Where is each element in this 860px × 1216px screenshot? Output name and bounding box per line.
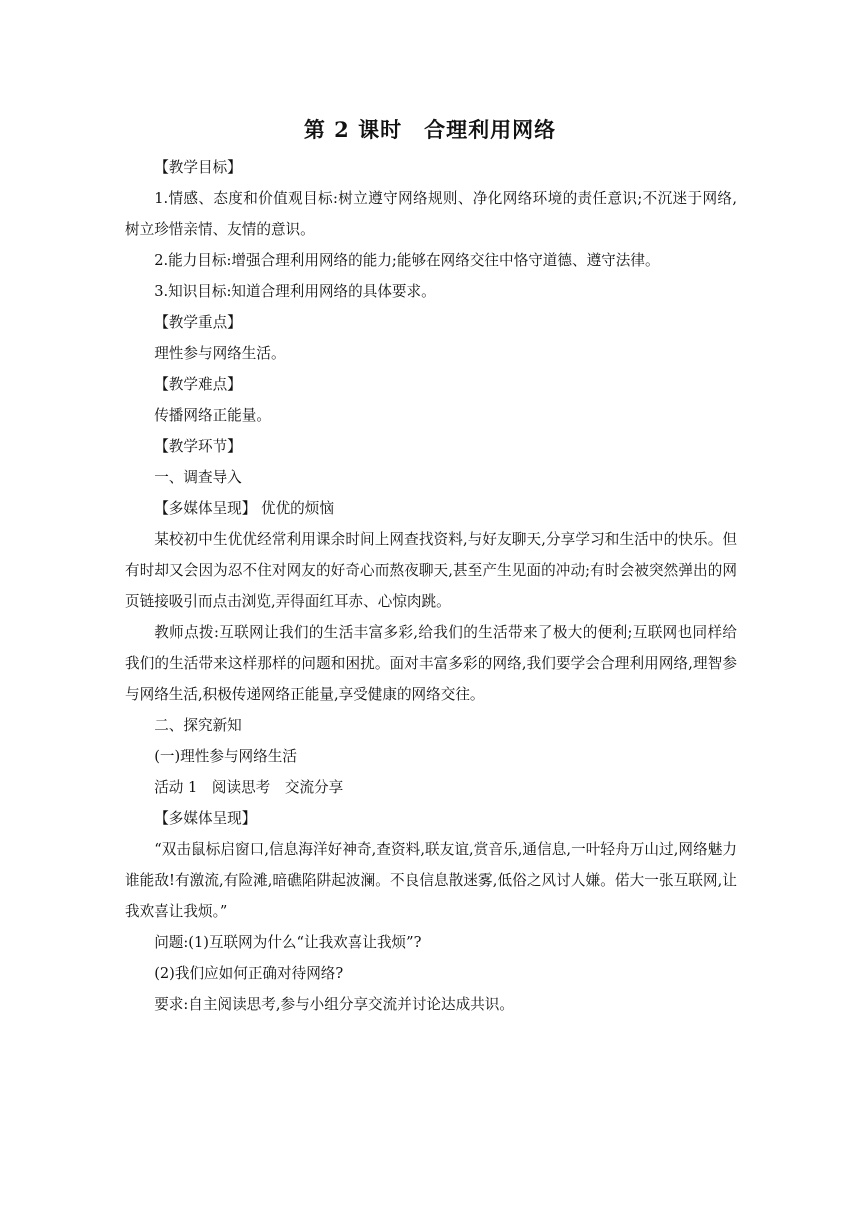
section-survey-intro: 一、调查导入 <box>154 469 242 486</box>
heading-teaching-focus: 【教学重点】 <box>154 314 242 331</box>
heading-teaching-difficulty: 【教学难点】 <box>154 376 242 393</box>
paragraph-quote-poem: “双击鼠标启窗口,信息海洋好神奇,查资料,联友谊,赏音乐,通信息,一叶轻舟万山过,网络魅力谁能敌!有激流,有险滩,暗礁陷阱起波澜。不良信息散迷雾,低俗之风讨人嫌。偌大一张互联网,让我欢喜让我烦。” <box>125 841 737 920</box>
paragraph-objective-ability: 2.能力目标:增强合理利用网络的能力;能够在网络交往中恪守道德、遵守法律。 <box>154 252 660 269</box>
page-title: 第 2 课时 合理利用网络 <box>303 117 557 142</box>
section-explore-new: 二、探究新知 <box>154 717 242 734</box>
paragraph-youyou-story: 某校初中生优优经常利用课余时间上网查找资料,与好友聊天,分享学习和生活中的快乐。但有时却又会因为忍不住对网友的好奇心而熬夜聊天,甚至产生见面的冲动;有时会被突然弹出的网页链接吸引而点击浏览,弄得面红耳赤、心惊肉跳。 <box>125 531 737 610</box>
subsection-rational-participation: (一)理性参与网络生活 <box>154 748 297 765</box>
multimedia-label-youyou: 【多媒体呈现】 优优的烦恼 <box>154 500 334 517</box>
multimedia-label: 【多媒体呈现】 <box>154 810 257 827</box>
question-1: 问题:(1)互联网为什么“让我欢喜让我烦”? <box>154 934 422 951</box>
paragraph-objective-knowledge: 3.知识目标:知道合理利用网络的具体要求。 <box>154 283 436 300</box>
document-body <box>125 152 737 1020</box>
paragraph-teaching-focus: 理性参与网络生活。 <box>154 345 286 362</box>
paragraph-teacher-guidance: 教师点拨:互联网让我们的生活丰富多彩,给我们的生活带来了极大的便利;互联网也同样给我们的生活带来这样那样的问题和困扰。面对丰富多彩的网络,我们要学会合理利用网络,理智参与网络生活,积极传递网络正能量,享受健康的网络交往。 <box>125 624 737 703</box>
question-2: (2)我们应如何正确对待网络? <box>154 965 344 982</box>
heading-teaching-objectives: 【教学目标】 <box>154 159 242 176</box>
paragraph-objective-emotion: 1.情感、态度和价值观目标:树立遵守网络规则、净化网络环境的责任意识;不沉迷于网络,树立珍惜亲情、友情的意识。 <box>125 190 737 238</box>
heading-teaching-steps: 【教学环节】 <box>154 438 242 455</box>
paragraph-teaching-difficulty: 传播网络正能量。 <box>154 407 271 424</box>
requirement-text: 要求:自主阅读思考,参与小组分享交流并讨论达成共识。 <box>154 996 514 1013</box>
activity-1-title: 活动 1 阅读思考 交流分享 <box>154 779 344 796</box>
